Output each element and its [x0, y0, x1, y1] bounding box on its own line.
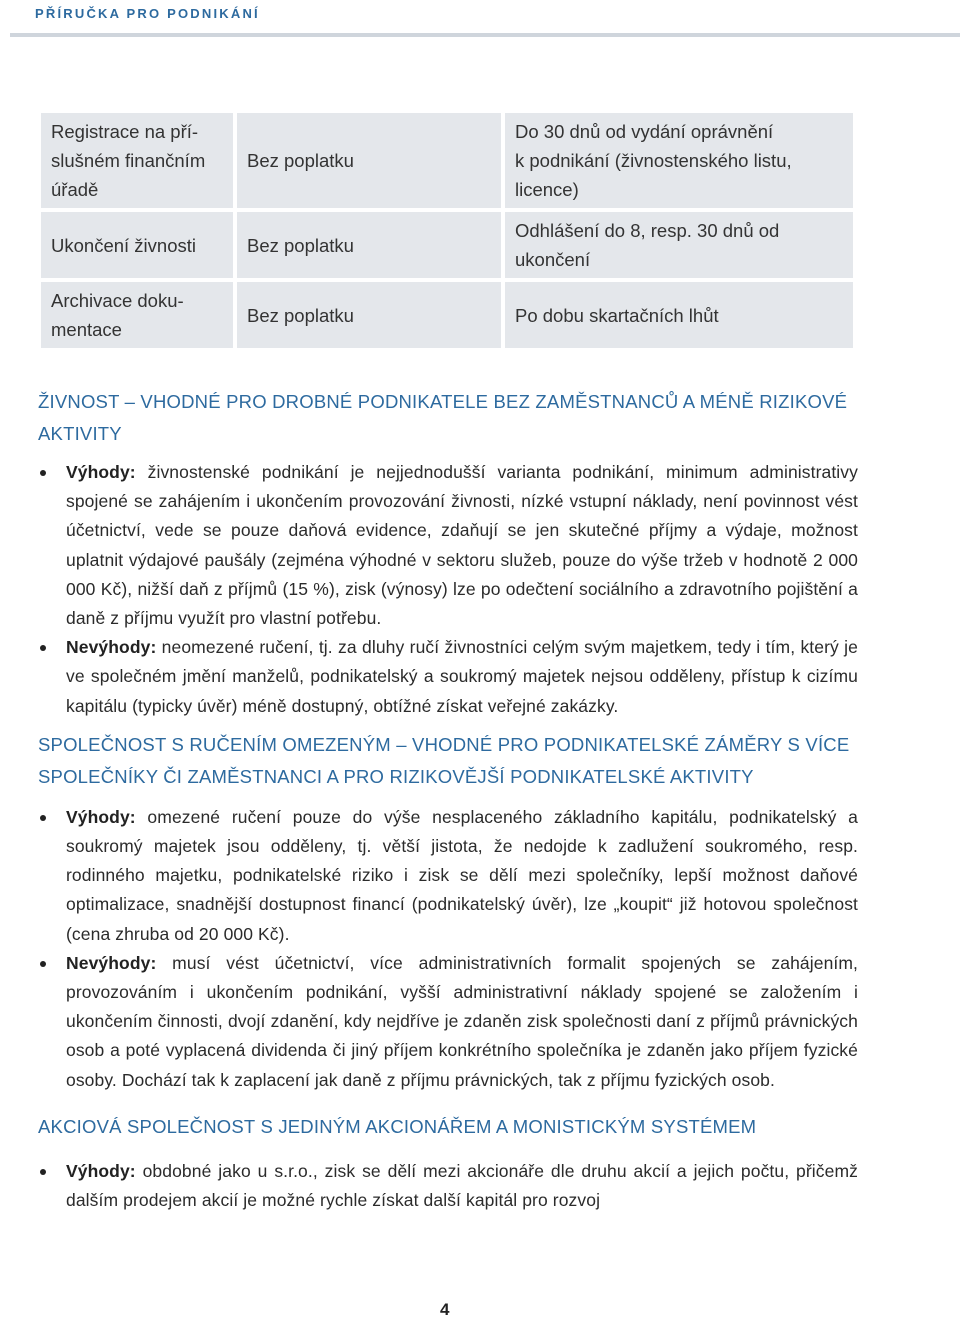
header-divider — [10, 33, 960, 37]
item-text: neomezené ručení, tj. za dluhy ručí živnostníci celým svým majetkem, tedy i tím, který je ve společném jmění manželů, podnikatelský a soukromý majetek nejsou odděleny, přístup k cizímu kapitálu (typicky úvěr) méně dostupný, obtížné získat veřejné zakázky. — [66, 637, 858, 716]
main-content — [38, 386, 858, 1215]
table-row — [41, 282, 853, 348]
page-number: 4 — [440, 1300, 450, 1319]
item-text: musí vést účetnictví, více administrativních formalit spojených se zahájením, provozováním i ukončením podnikání, vyšší administrativní náklady spojené se založením i ukončením činnosti, dvojí zdanění, kdy nejdříve je zdaněn zisk společnosti daní z příjmů právnických osob a poté vyplacená dividenda či jiný příjem konkrétního společníka je zdaněn jako příjem fyzické osoby. Dochází tak k zaplacení jak daně z příjmu právnických, tak z příjmu fyzických osob. — [66, 952, 858, 1090]
table-row — [41, 113, 853, 208]
bullet-icon — [40, 470, 46, 476]
bullet-icon — [40, 815, 46, 821]
item-label: Nevýhody: — [66, 952, 157, 973]
table-cell-fee: Bez poplatku — [237, 282, 501, 348]
bullet-icon — [40, 1169, 46, 1175]
bullet-icon — [40, 961, 46, 967]
item-label: Nevýhody: — [66, 637, 157, 658]
item-label: Výhody: — [66, 806, 136, 827]
bullet-list — [38, 1157, 858, 1215]
item-label: Výhody: — [66, 462, 136, 482]
bullet-list — [38, 803, 858, 1095]
table-cell-fee: Bez poplatku — [237, 212, 501, 278]
table-cell-deadline: Po dobu skartačních lhůt — [505, 282, 853, 348]
section-as — [38, 1111, 858, 1215]
section-sro — [38, 729, 858, 1095]
list-item — [38, 803, 858, 949]
item-label: Výhody: — [66, 1160, 136, 1181]
list-item — [38, 458, 858, 633]
section-zivnost — [38, 386, 858, 721]
item-text: omezené ručení pouze do výše nesplaceného základního kapitálu, podnikatelský a soukromý majetek jsou odděleny, tj. větší jistota, že nedojde k zadlužení soukromého, resp. rodinného majetku, podnikatelské riziko i zisk se dělí mezi společníky, lepší možnost daňové optimalizace, snadnější dostupnost financí (podnikatelský úvěr), lze „koupit“ již hotovou společnost (cena zhruba od 20 000 Kč). — [66, 806, 858, 944]
table-cell-fee: Bez poplatku — [237, 113, 501, 208]
section-heading: AKCIOVÁ SPOLEČNOST S JEDINÝM AKCIONÁŘEM A MONISTICKÝM SYSTÉMEM — [38, 1115, 757, 1137]
table-cell-deadline: Do 30 dnů od vydání oprávnění k podnikání (živnostenského listu, licence) — [505, 113, 853, 208]
table-row — [41, 212, 853, 278]
table-cell-deadline: Odhlášení do 8, resp. 30 dnů od ukončení — [505, 212, 853, 278]
list-item — [38, 1157, 858, 1215]
section-heading: SPOLEČNOST S RUČENÍM OMEZENÝM – VHODNÉ PRO PODNIKATELSKÉ ZÁMĚRY S VÍCE SPOLEČNÍKY ČI ZAMĚSTNANCI A PRO RIZIKOVĚJŠÍ PODNIKATELSKÉ AKTIVITY — [38, 733, 850, 787]
section-heading: ŽIVNOST – VHODNÉ PRO DROBNÉ PODNIKATELE BEZ ZAMĚSTNANCŮ A MÉNĚ RIZIKOVÉ AKTIVITY — [38, 391, 848, 444]
table-cell-activity: Registrace na pří- slušném finančním úřadě — [41, 113, 233, 208]
item-text: živnostenské podnikání je nejjednodušší varianta podnikání, minimum administrativy spojené se zahájením i ukončením provozování živnosti, nízké vstupní náklady, není povinnost vést účetnictví, vede se pouze daňová evidence, zdaňují se jen skutečné příjmy a výdaje, možnost uplatnit výdajové paušály (zejména výhodné v sektoru služeb, pouze do výše tržeb v hodnotě 2 000 000 Kč), nižší daň z příjmů (15 %), zisk (výnosy) lze po odečtení sociálního a zdravotního pojištění a daně z příjmu využít pro vlastní potřebu. — [66, 462, 858, 629]
header-title: PŘÍRUČKA PRO PODNIKÁNÍ — [35, 6, 260, 21]
table-cell-activity: Archivace doku- mentace — [41, 282, 233, 348]
list-item — [38, 633, 858, 721]
fees-table — [37, 109, 857, 352]
item-text: obdobné jako u s.r.o., zisk se dělí mezi akcionáře dle druhu akcií a jejich počtu, přičemž dalším prodejem akcií je možné rychle získat další kapitál pro rozvoj — [66, 1160, 858, 1211]
list-item — [38, 949, 858, 1095]
bullet-icon — [40, 645, 46, 651]
bullet-list — [38, 458, 858, 721]
table-cell-activity: Ukončení živnosti — [41, 212, 233, 278]
